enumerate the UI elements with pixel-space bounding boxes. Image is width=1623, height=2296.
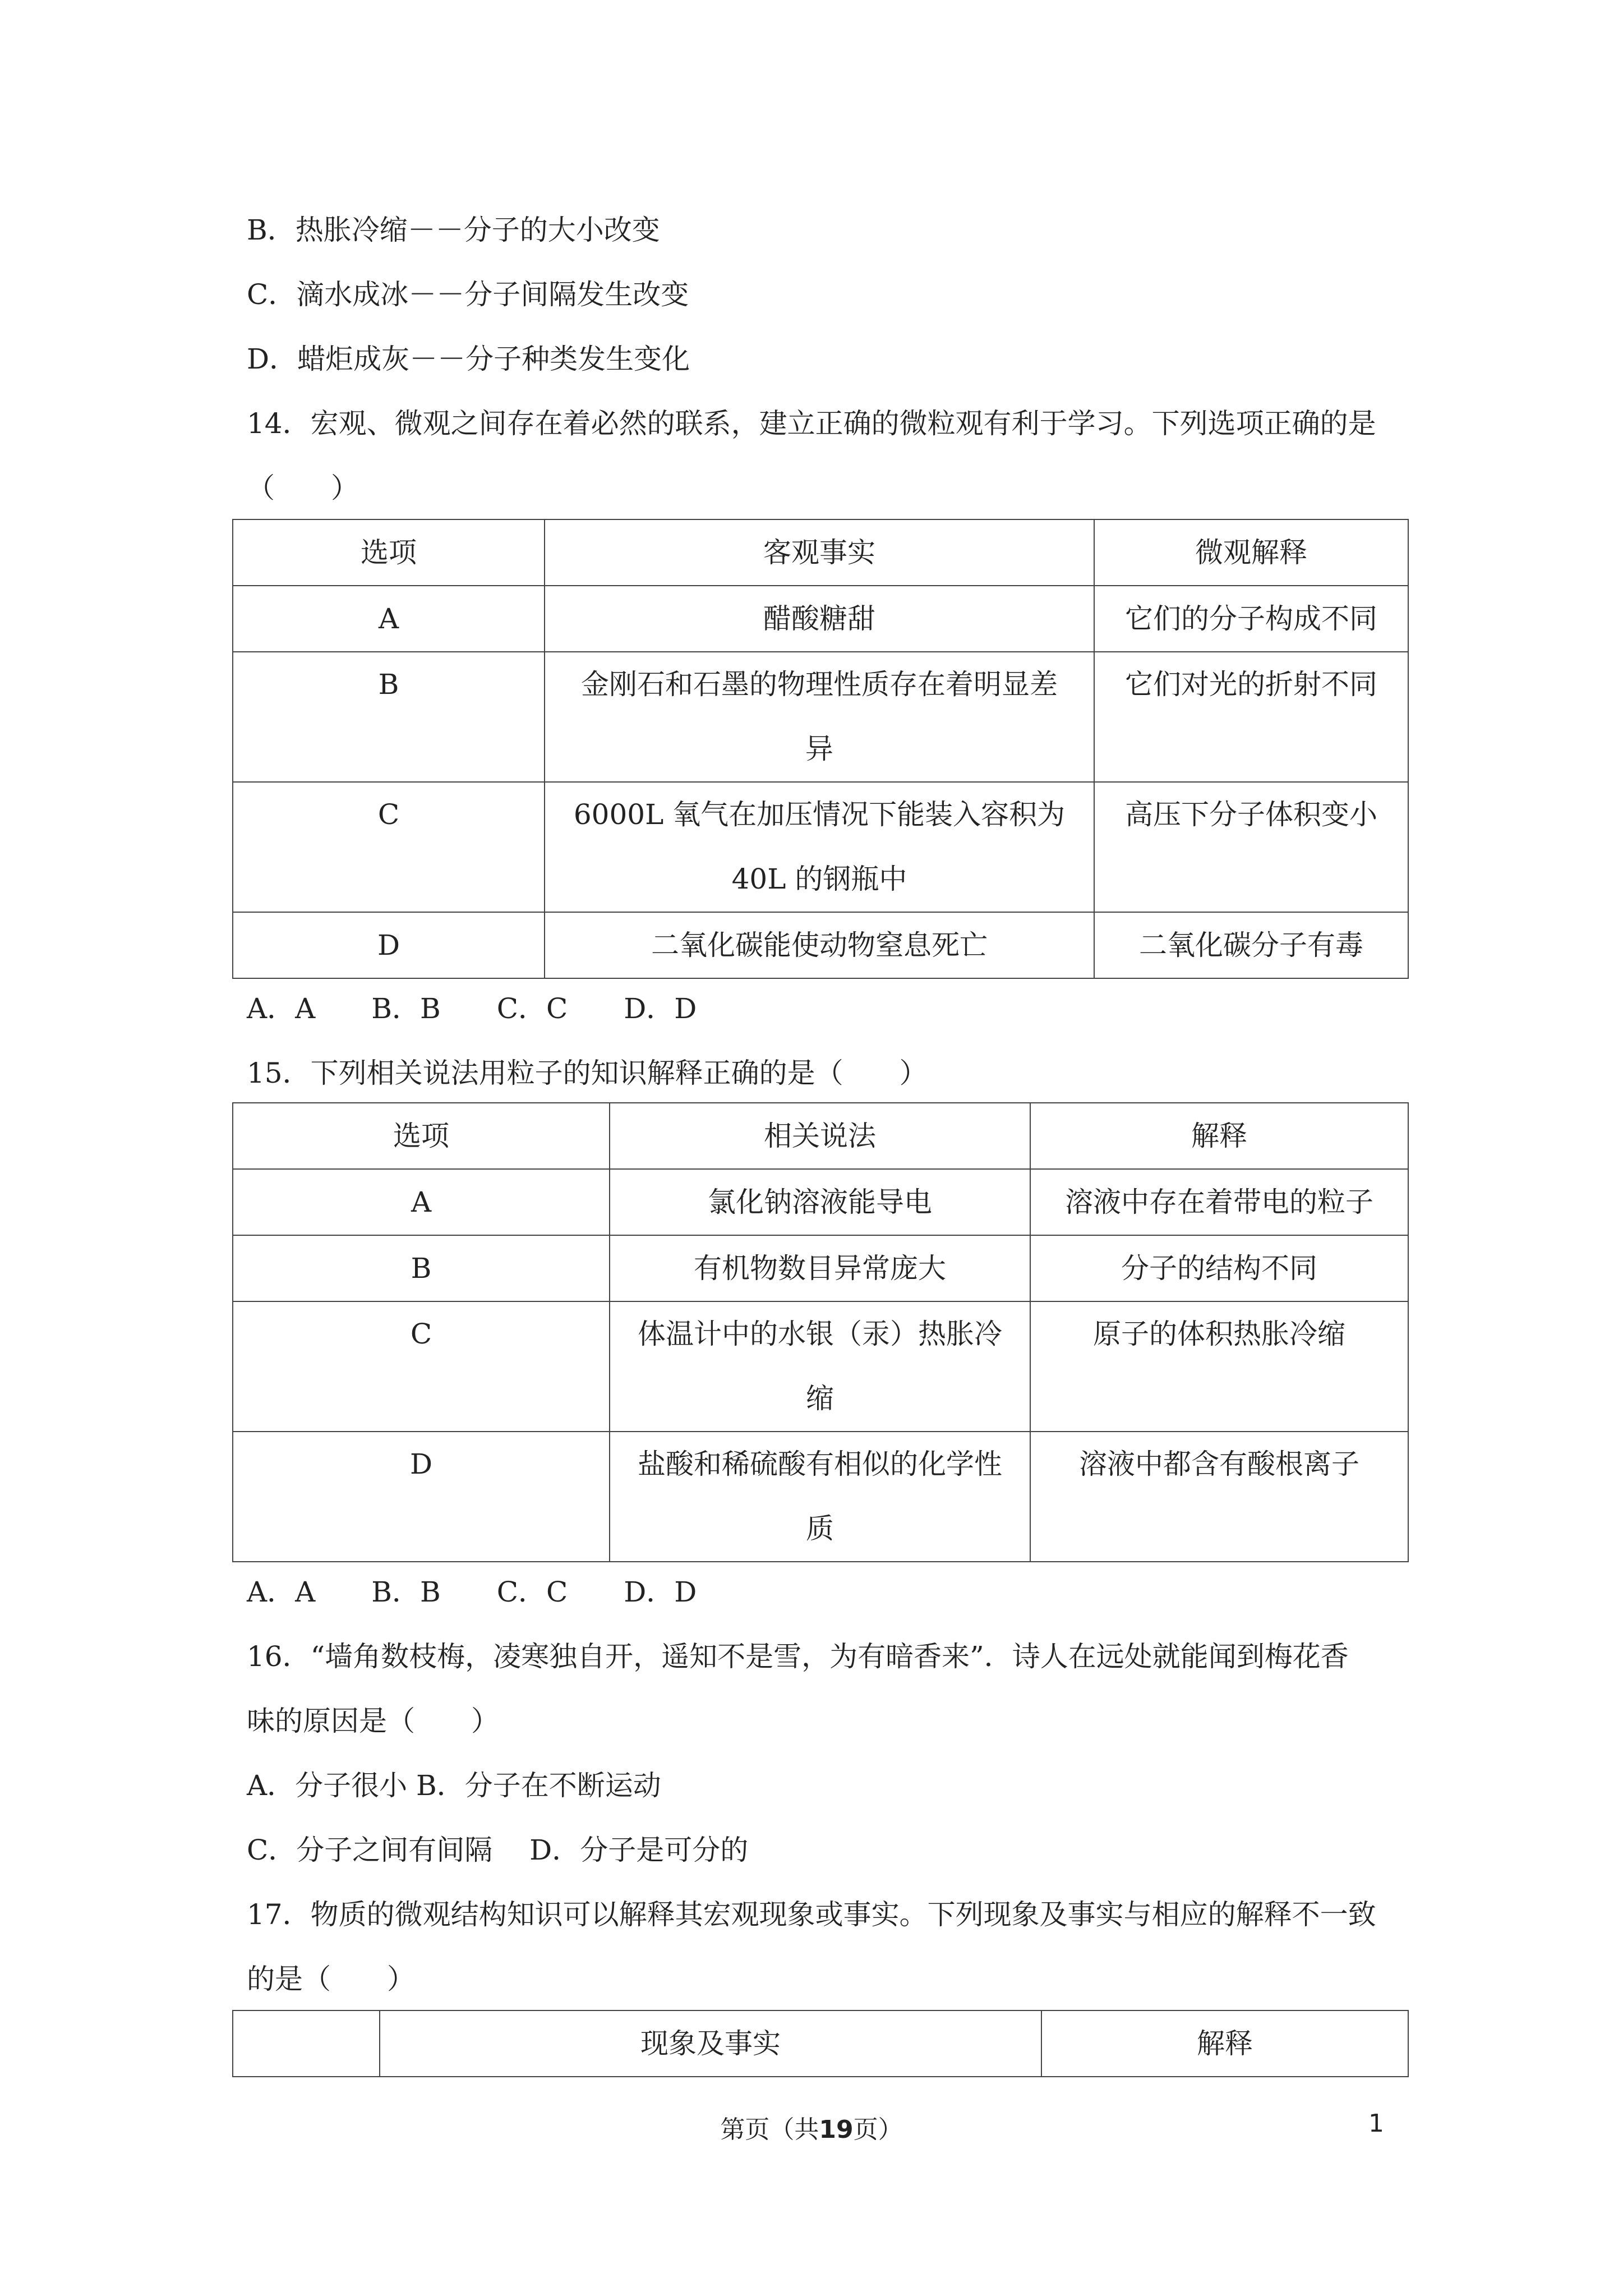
statement-cell: 有机物数目异常庞大 bbox=[610, 1235, 1030, 1301]
fact-cell bbox=[545, 782, 1094, 912]
header-cell: 相关说法 bbox=[610, 1103, 1030, 1169]
table-row bbox=[233, 586, 1408, 652]
statement-cell: 氯化钠溶液能导电 bbox=[610, 1169, 1030, 1235]
table-15 bbox=[232, 1102, 1409, 1562]
option-cell: D bbox=[233, 1432, 610, 1562]
option-cell: A bbox=[233, 1169, 610, 1235]
fact-line-2: 40L 的钢瓶中 bbox=[731, 863, 907, 895]
table-header-row bbox=[233, 1103, 1408, 1169]
table-row bbox=[233, 1169, 1408, 1235]
explanation-cell: 溶液中都含有酸根离子 bbox=[1030, 1432, 1408, 1562]
fact-line-1: 6000L 氧气在加压情况下能装入容积为 bbox=[573, 798, 1066, 831]
question-16-line-1: 16．“墙角数枝梅，凌寒独自开，遥知不是雪，为有暗香来”．诗人在远处就能闻到梅花香 bbox=[247, 1640, 1349, 1673]
option-b-line: B．热胀冷缩－－分子的大小改变 bbox=[247, 214, 660, 246]
statement-line-1: 体温计中的水银（汞）热胀冷 bbox=[638, 1318, 1002, 1350]
page-number: 1 bbox=[1368, 2109, 1384, 2138]
question-17-line-1: 17．物质的微观结构知识可以解释其宏观现象或事实。下列现象及事实与相应的解释不一致 bbox=[247, 1898, 1376, 1931]
explanation-cell: 分子的结构不同 bbox=[1030, 1235, 1408, 1301]
statement-line-2: 缩 bbox=[806, 1382, 834, 1415]
statement-line-2: 质 bbox=[806, 1512, 834, 1545]
header-cell: 解释 bbox=[1041, 2010, 1408, 2077]
explanation-cell: 高压下分子体积变小 bbox=[1094, 782, 1408, 912]
statement-line-1: 盐酸和稀硫酸有相似的化学性 bbox=[638, 1448, 1002, 1480]
table-row bbox=[233, 912, 1408, 978]
answers-14: A．A B．B C．C D．D bbox=[247, 992, 697, 1025]
header-cell: 客观事实 bbox=[545, 519, 1094, 586]
question-14-blank: （ ） bbox=[247, 472, 359, 504]
table-header-row bbox=[233, 519, 1408, 586]
footer-suffix: 页） bbox=[853, 2115, 903, 2144]
answers-15: A．A B．B C．C D．D bbox=[247, 1576, 697, 1608]
explanation-cell: 溶液中存在着带电的粒子 bbox=[1030, 1169, 1408, 1235]
question-16-options-ab: A．分子很小 B．分子在不断运动 bbox=[247, 1769, 661, 1802]
header-cell: 现象及事实 bbox=[380, 2010, 1041, 2077]
table-row bbox=[233, 1235, 1408, 1301]
explanation-cell: 二氧化碳分子有毒 bbox=[1094, 912, 1408, 978]
explanation-cell: 它们对光的折射不同 bbox=[1094, 652, 1408, 782]
option-c-line: C．滴水成冰－－分子间隔发生改变 bbox=[247, 278, 689, 311]
header-cell: 解释 bbox=[1030, 1103, 1408, 1169]
header-cell bbox=[233, 2010, 380, 2077]
table-row bbox=[233, 1432, 1408, 1562]
footer-total-pages: 19 bbox=[819, 2115, 854, 2144]
question-17-line-2: 的是（ ） bbox=[247, 1963, 415, 1995]
table-17 bbox=[232, 2010, 1409, 2077]
option-cell: B bbox=[233, 1235, 610, 1301]
question-16-line-2: 味的原因是（ ） bbox=[247, 1705, 499, 1737]
statement-cell bbox=[610, 1432, 1030, 1562]
footer-prefix: 第页（共 bbox=[720, 2115, 819, 2144]
option-cell: C bbox=[233, 1301, 610, 1432]
table-header-row bbox=[233, 2010, 1408, 2077]
question-15-text: 15．下列相关说法用粒子的知识解释正确的是（ ） bbox=[247, 1057, 928, 1089]
table-row bbox=[233, 782, 1408, 912]
option-cell: A bbox=[233, 586, 545, 652]
fact-cell: 二氧化碳能使动物窒息死亡 bbox=[545, 912, 1094, 978]
header-cell: 选项 bbox=[233, 519, 545, 586]
header-cell: 微观解释 bbox=[1094, 519, 1408, 586]
question-16-options-cd: C．分子之间有间隔 D．分子是可分的 bbox=[247, 1834, 749, 1866]
fact-line-2: 异 bbox=[805, 733, 833, 765]
option-cell: B bbox=[233, 652, 545, 782]
header-cell: 选项 bbox=[233, 1103, 610, 1169]
question-14-text: 14．宏观、微观之间存在着必然的联系，建立正确的微粒观有利于学习。下列选项正确的是 bbox=[247, 407, 1376, 440]
option-cell: D bbox=[233, 912, 545, 978]
option-d-line: D．蜡炬成灰－－分子种类发生变化 bbox=[247, 343, 690, 375]
explanation-cell: 它们的分子构成不同 bbox=[1094, 586, 1408, 652]
option-cell: C bbox=[233, 782, 545, 912]
fact-line-1: 金刚石和石墨的物理性质存在着明显差 bbox=[581, 668, 1058, 701]
statement-cell bbox=[610, 1301, 1030, 1432]
fact-cell: 醋酸糖甜 bbox=[545, 586, 1094, 652]
table-14 bbox=[232, 519, 1409, 979]
table-row bbox=[233, 652, 1408, 782]
table-row bbox=[233, 1301, 1408, 1432]
explanation-cell: 原子的体积热胀冷缩 bbox=[1030, 1301, 1408, 1432]
fact-cell bbox=[545, 652, 1094, 782]
